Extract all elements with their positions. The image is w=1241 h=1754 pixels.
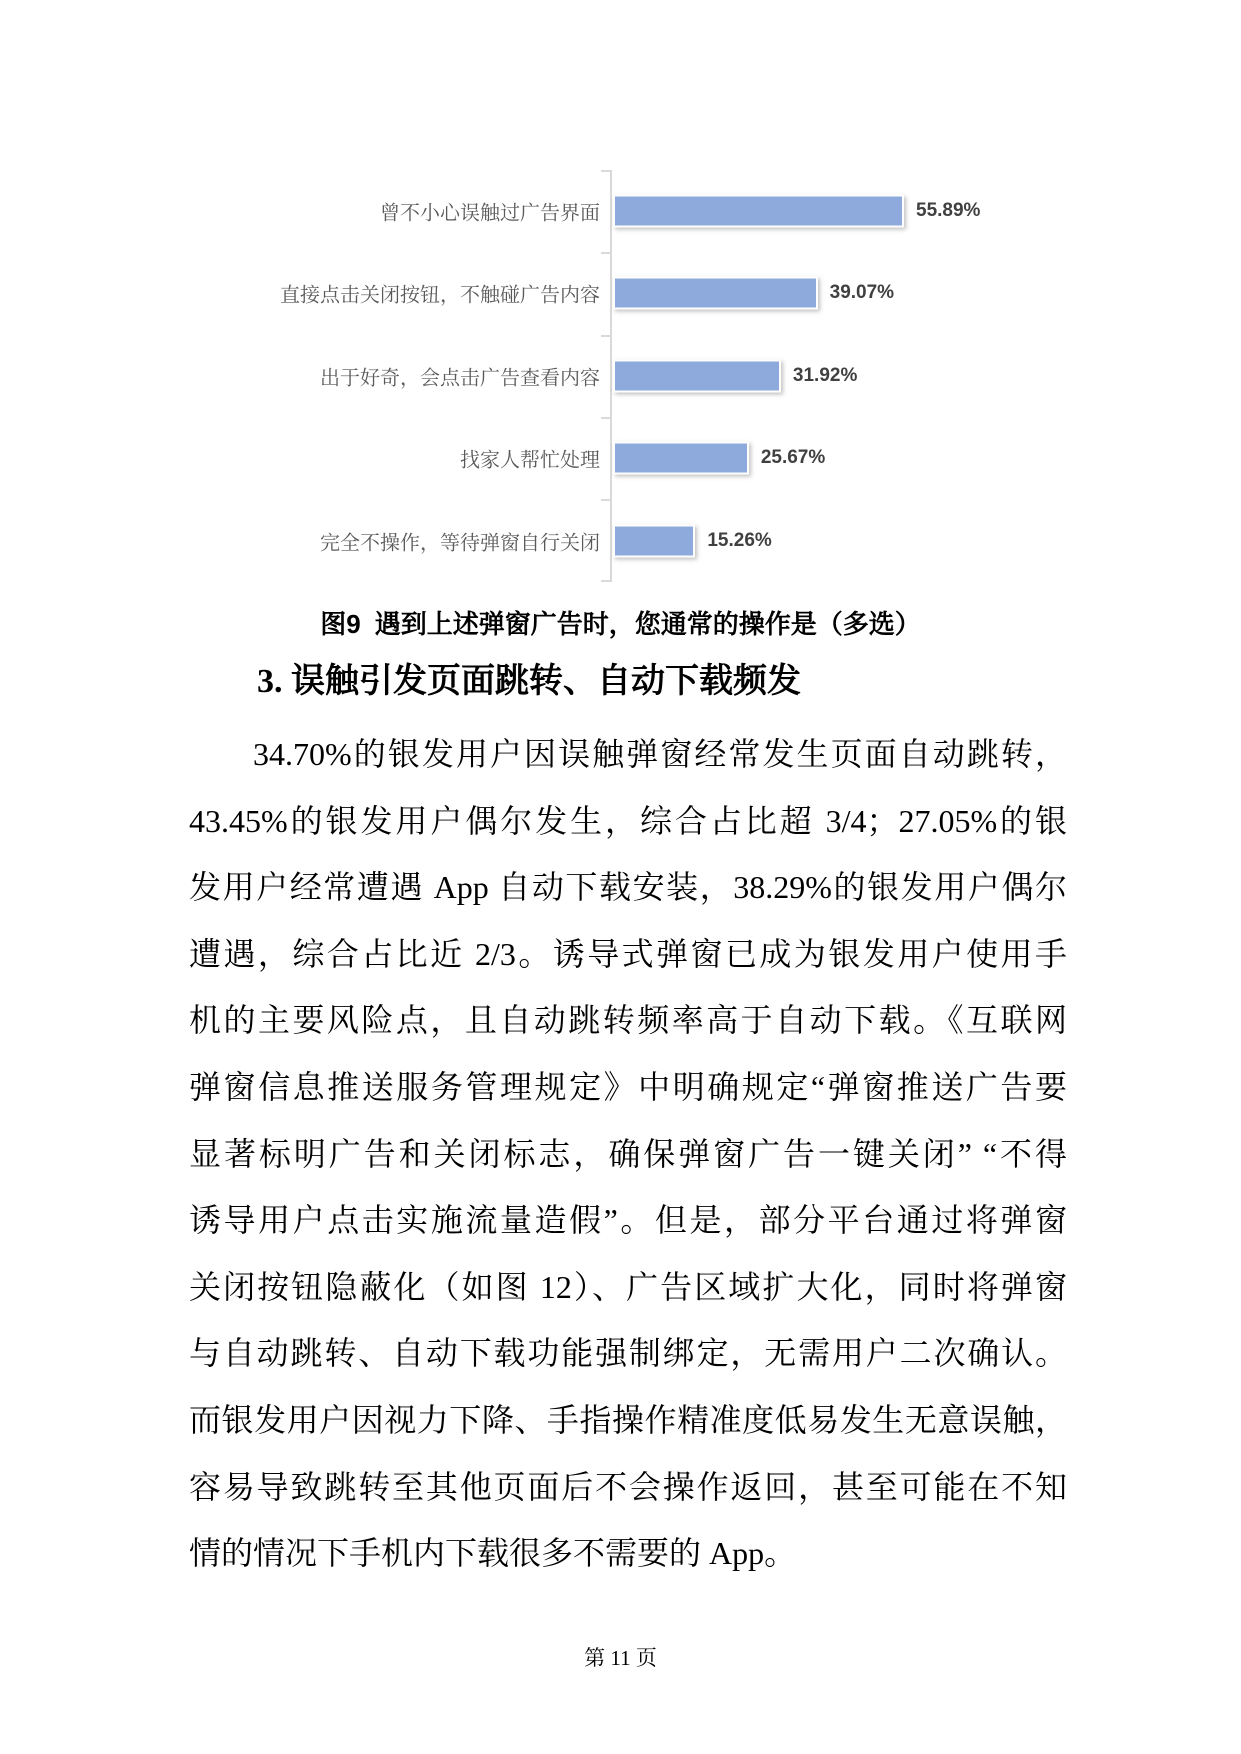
figure-caption xyxy=(0,604,1241,641)
bar xyxy=(613,277,818,310)
paragraph-line: 43.45%的银发用户偶尔发生，综合占比超 3/4；27.05%的银 xyxy=(189,802,1067,839)
figure-caption-label: 图9 xyxy=(320,609,361,639)
paragraph-line: 遭遇，综合占比近 2/3。诱导式弹窗已成为银发用户使用手 xyxy=(189,935,1067,972)
figure-caption-text: 遇到上述弹窗广告时，您通常的操作是（多选） xyxy=(374,609,921,639)
paragraph-line: 34.70%的银发用户因误触弹窗经常发生页面自动跳转， xyxy=(253,736,1067,772)
chart-bar-row xyxy=(0,252,1241,334)
paragraph-line: 诱导用户点击实施流量造假”。但是，部分平台通过将弹窗 xyxy=(189,1202,1067,1239)
section-heading: 3. 误触引发页面跳转、自动下载频发 xyxy=(257,663,801,700)
value-label: 55.89% xyxy=(916,200,981,221)
body-paragraph xyxy=(189,721,1067,1587)
category-label: 找家人帮忙处理 xyxy=(460,449,600,472)
figure9-bar-chart xyxy=(0,170,1241,582)
paragraph-line: 情的情况下手机内下载很多不需要的 App。 xyxy=(189,1535,797,1572)
bar xyxy=(613,442,749,475)
bar xyxy=(613,195,904,228)
paragraph-line: 与自动跳转、自动下载功能强制绑定，无需用户二次确认。 xyxy=(189,1335,1067,1372)
value-label: 25.67% xyxy=(760,447,826,468)
chart-bar-row xyxy=(0,170,1241,252)
category-label: 曾不小心误触过广告界面 xyxy=(380,202,600,225)
bar xyxy=(613,525,695,558)
bar xyxy=(613,360,781,393)
paragraph-line: 机的主要风险点，且自动跳转频率高于自动下载。《互联网 xyxy=(189,1002,1067,1039)
paragraph-line: 关闭按钮隐蔽化（如图 12）、广告区域扩大化，同时将弹窗 xyxy=(189,1268,1067,1305)
chart-bar-row xyxy=(0,500,1241,582)
page-number: 第 11 页 xyxy=(584,1646,657,1670)
chart-bar-row xyxy=(0,417,1241,499)
chart-bar-row xyxy=(0,335,1241,417)
value-label: 39.07% xyxy=(829,282,895,303)
paragraph-line: 弹窗信息推送服务管理规定》中明确规定“弹窗推送广告要 xyxy=(189,1068,1067,1105)
category-label: 完全不操作，等待弹窗自行关闭 xyxy=(320,532,600,555)
value-label: 15.26% xyxy=(707,530,772,551)
paragraph-line: 显著标明广告和关闭标志，确保弹窗广告一键关闭” “不得 xyxy=(189,1135,1067,1172)
paragraph-line: 发用户经常遭遇 App 自动下载安装，38.29%的银发用户偶尔 xyxy=(189,869,1067,906)
value-label: 31.92% xyxy=(792,365,858,386)
paragraph-line: 容易导致跳转至其他页面后不会操作返回，甚至可能在不知 xyxy=(189,1468,1067,1505)
category-label: 直接点击关闭按钮，不触碰广告内容 xyxy=(280,284,600,307)
paragraph-line: 而银发用户因视力下降、手指操作精准度低易发生无意误触， xyxy=(189,1401,1067,1438)
category-label: 出于好奇，会点击广告查看内容 xyxy=(320,367,600,390)
